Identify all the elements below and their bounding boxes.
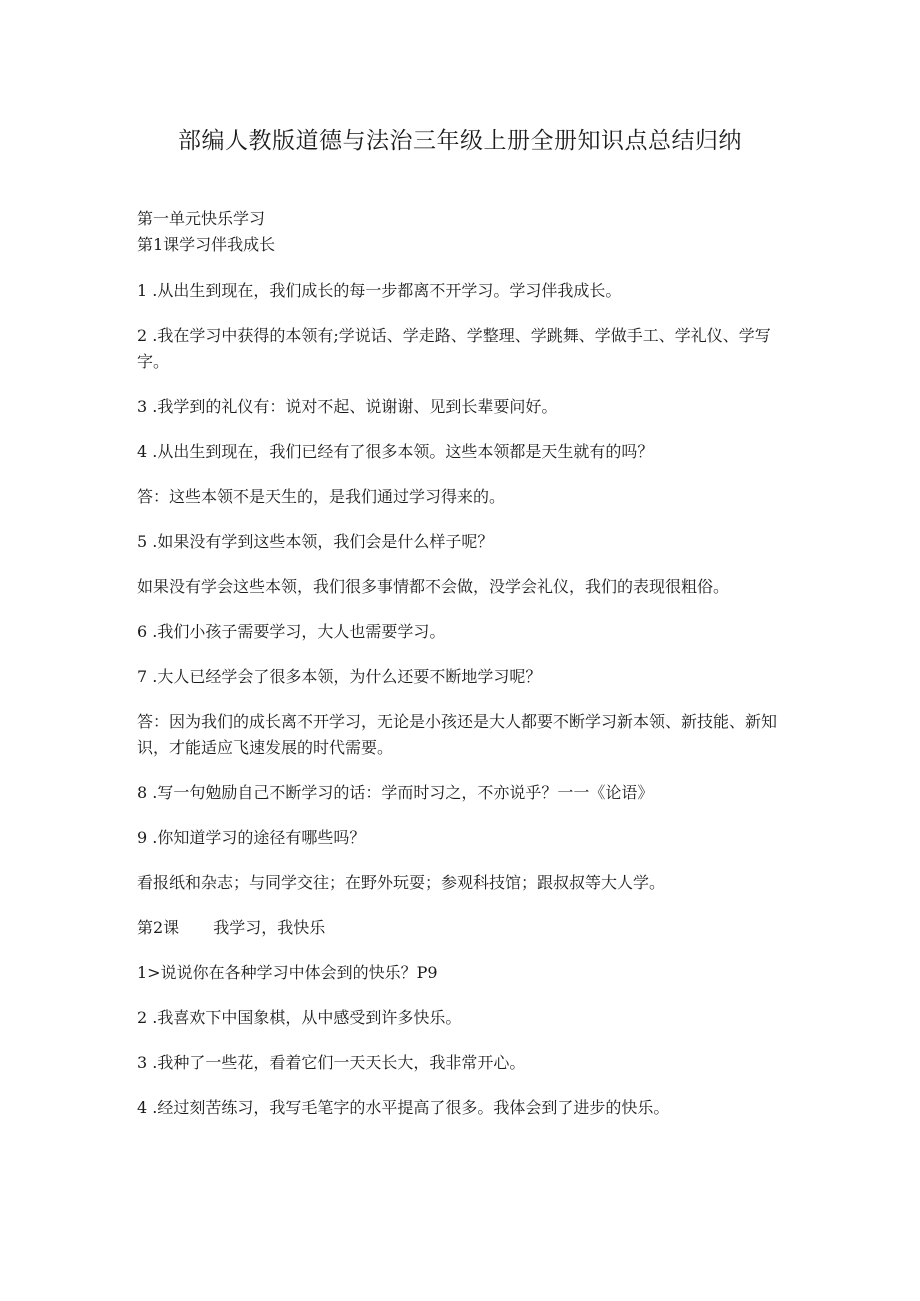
paragraph: 看报纸和杂志；与同学交往；在野外玩耍；参观科技馆；跟叔叔等大人学。 xyxy=(137,873,666,892)
paragraph: 4 .从出生到现在，我们已经有了很多本领。这些本领都是天生就有的吗？ xyxy=(137,442,654,461)
lesson-number: 第2课 xyxy=(137,918,180,937)
paragraph: 如果没有学会这些本领，我们很多事情都不会做，没学会礼仪，我们的表现很粗俗。 xyxy=(137,577,730,596)
unit-heading: 第一单元快乐学习 xyxy=(137,209,266,228)
paragraph: 6 .我们小孩子需要学习，大人也需要学习。 xyxy=(137,622,446,641)
paragraph: 答：这些本领不是天生的，是我们通过学习得来的。 xyxy=(137,487,506,506)
paragraph: 3 .我学到的礼仪有：说对不起、说谢谢、见到长辈要问好。 xyxy=(137,397,558,416)
lesson-heading xyxy=(137,915,777,941)
paragraph: 2 .我在学习中获得的本领有;学说话、学走路、学整理、学跳舞、学做手工、学礼仪、学写字。 xyxy=(137,326,771,371)
paragraph: 1 .从出生到现在，我们成长的每一步都离不开学习。学习伴我成长。 xyxy=(137,281,622,300)
lesson-heading: 第1课学习伴我成长 xyxy=(137,235,276,254)
document-body xyxy=(137,206,777,1140)
paragraph: 9 .你知道学习的途径有哪些吗？ xyxy=(137,828,366,847)
lesson-name: 我学习，我快乐 xyxy=(213,918,326,937)
paragraph: 3 .我种了一些花，看着它们一天天长大，我非常开心。 xyxy=(137,1053,526,1072)
paragraph: 7 .大人已经学会了很多本领，为什么还要不断地学习呢？ xyxy=(137,667,542,686)
paragraph: 8 .写一句勉励自己不断学习的话：学而时习之，不亦说乎？一一《论语》 xyxy=(137,783,654,802)
document-title: 部编人教版道德与法治三年级上册全册知识点总结归纳 xyxy=(178,128,742,154)
paragraph: 2 .我喜欢下中国象棋，从中感受到许多快乐。 xyxy=(137,1008,462,1027)
paragraph: 5 .如果没有学到这些本领，我们会是什么样子呢？ xyxy=(137,532,494,551)
paragraph: 1>说说你在各种学习中体会到的快乐？P9 xyxy=(137,963,438,982)
paragraph: 4 .经过刻苦练习，我写毛笔字的水平提高了很多。我体会到了进步的快乐。 xyxy=(137,1098,670,1117)
paragraph: 答：因为我们的成长离不开学习，无论是小孩还是大人都要不断学习新本领、新技能、新知识，才能适应飞速发展的时代需要。 xyxy=(137,712,778,757)
